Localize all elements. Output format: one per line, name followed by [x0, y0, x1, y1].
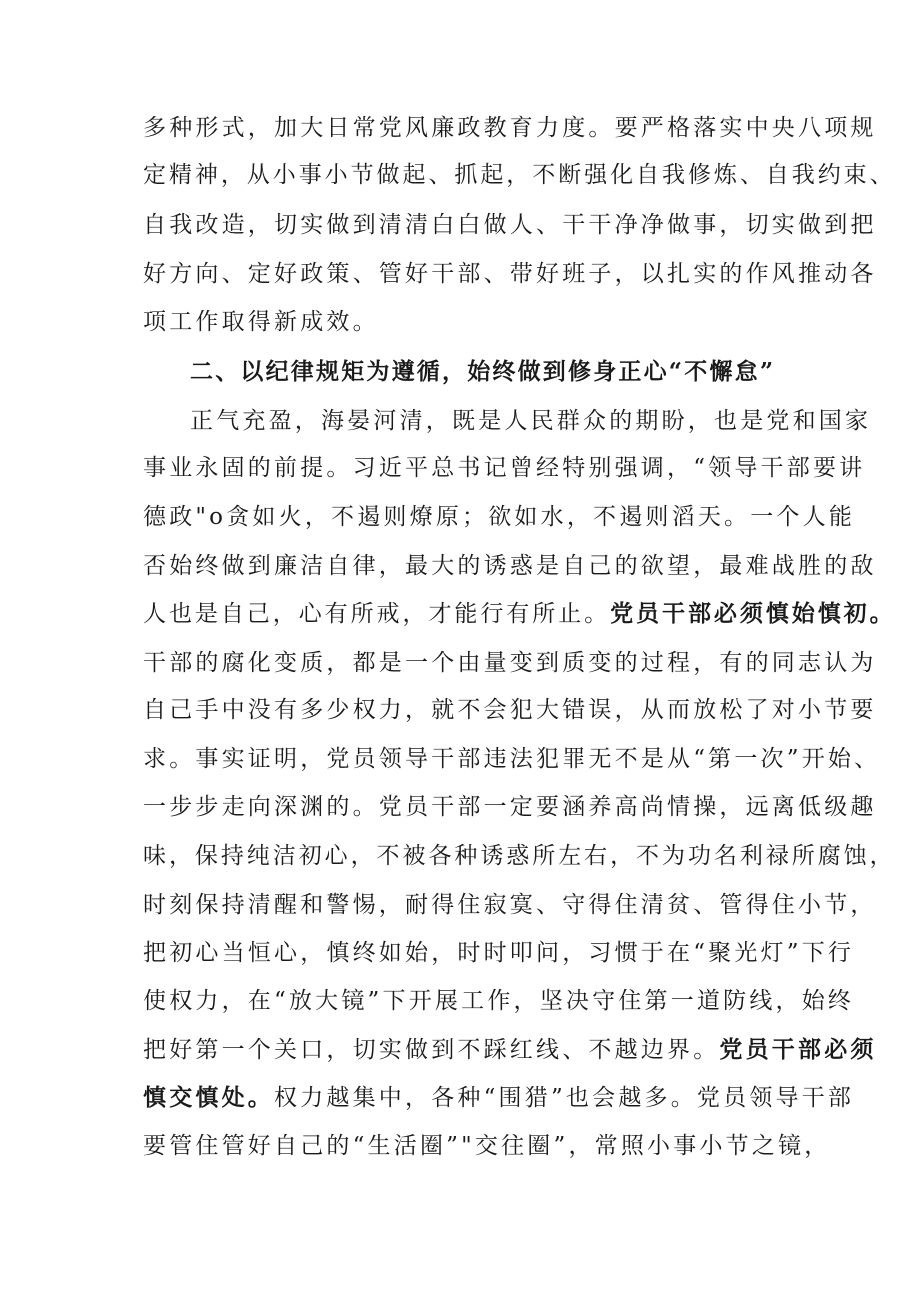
text-line: 事业永固的前提。习近平总书记曾经特别强调，“领导干部要讲 — [143, 455, 866, 481]
bold-emphasis: 慎交慎处。 — [143, 1084, 274, 1111]
paragraph-first-line: 正气充盈，海晏河清，既是人民群众的期盼，也是党和国家 — [190, 408, 872, 434]
section-heading: 二、以纪律规矩为遵循，始终做到修身正心“不懈怠” — [190, 358, 776, 385]
text-line: 求。事实证明，党员领导干部违法犯罪无不是从“第一次”开始、 — [143, 746, 881, 772]
text-line: 好方向、定好政策、管好干部、带好班子，以扎实的作风推动各 — [143, 261, 877, 287]
text-line: 多种形式，加大日常党风廉政教育力度。要严格落实中央八项规 — [143, 115, 877, 141]
text-line — [143, 598, 896, 630]
text-line — [143, 1082, 854, 1114]
text-line: 一步步走向深渊的。党员干部一定要涵养高尚情操，远离低级趣 — [143, 794, 877, 820]
text-segment: 权力越集中，各种“围猎”也会越多。党员领导干部 — [274, 1085, 855, 1111]
bold-emphasis: 党员干部必须 — [719, 1036, 877, 1063]
text-line: 德政"o贪如火，不遏则燎原；欲如水，不遏则滔天。一个人能 — [143, 504, 856, 530]
text-line: 定精神，从小事小节做起、抓起，不断强化自我修炼、自我约束、 — [143, 162, 896, 188]
text-segment: 把好第一个关口，切实做到不踩红线、不越边界。 — [143, 1037, 720, 1063]
text-line: 味，保持纯洁初心，不被各种诱惑所左右，不为功名利禄所腐蚀， — [143, 843, 896, 869]
text-line: 使权力，在“放大镜”下开展工作，坚决守住第一道防线，始终 — [143, 988, 855, 1014]
text-line: 否始终做到廉洁自律，最大的诱惑是自己的欲望，最难战胜的敌 — [143, 553, 877, 579]
text-line: 自我改造，切实做到清清白白做人、干干净净做事，切实做到把 — [143, 212, 877, 238]
text-line: 自己手中没有多少权力，就不会犯大错误，从而放松了对小节要 — [143, 697, 877, 723]
text-line: 要管住管好自己的“生活圈”"交往圈”，常照小事小节之镜， — [143, 1133, 831, 1159]
text-line — [143, 1034, 877, 1066]
text-line: 时刻保持清醒和警惕，耐得住寂寞、守得住清贫、管得住小节， — [143, 892, 877, 918]
bold-emphasis: 党员干部必须慎始慎初。 — [610, 600, 896, 627]
text-line: 把初心当恒心，慎终如始，时时叩问，习惯于在“聚光灯”下行 — [143, 940, 855, 966]
text-line: 干部的腐化变质，都是一个由量变到质变的过程，有的同志认为 — [143, 650, 877, 676]
text-segment: 人也是自己，心有所戒，才能行有所止。 — [143, 601, 611, 627]
text-line: 项工作取得新成效。 — [143, 309, 379, 335]
